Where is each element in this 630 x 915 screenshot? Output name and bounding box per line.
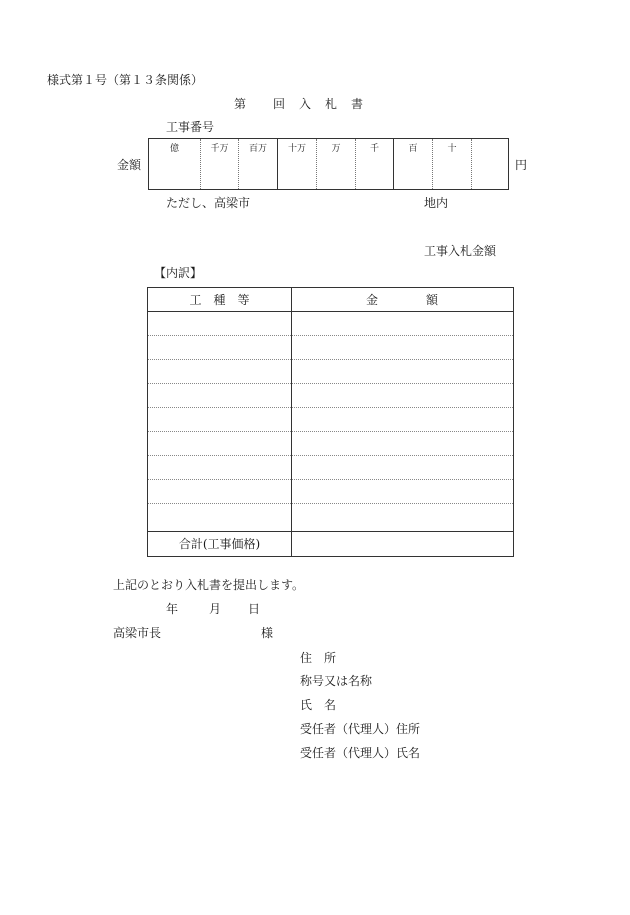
- digit-cell-hyakuman[interactable]: [238, 139, 277, 189]
- yen-label: 円: [515, 158, 528, 172]
- table-row[interactable]: [148, 360, 513, 384]
- document-title: 第 回 入 札 書: [234, 97, 365, 111]
- breakdown-table: [147, 287, 514, 557]
- digit-label: 万: [331, 144, 341, 154]
- total-label: 合計(工事価格): [178, 537, 261, 551]
- addressee: 高梁市長: [113, 626, 162, 640]
- amount-digit-box[interactable]: [148, 138, 509, 190]
- table-row[interactable]: [148, 432, 513, 456]
- location-suffix: 地内: [424, 196, 449, 210]
- proviso-text: ただし、高梁市: [166, 196, 251, 210]
- digit-cell-man[interactable]: [316, 139, 355, 189]
- honorific: 様: [261, 626, 274, 640]
- amount-label: 金額: [117, 158, 142, 172]
- submission-statement: 上記のとおり入札書を提出します。: [113, 578, 305, 592]
- digit-cell-juman[interactable]: [277, 139, 316, 189]
- digit-label: 千万: [210, 144, 229, 154]
- digit-cell-ichi[interactable]: [471, 139, 508, 189]
- field-proxy-name-label: 受任者（代理人）氏名: [300, 746, 421, 760]
- digit-label: 百万: [248, 144, 267, 154]
- digit-cell-oku[interactable]: [149, 139, 200, 189]
- table-row[interactable]: [148, 384, 513, 408]
- digit-cell-hyaku[interactable]: [393, 139, 432, 189]
- field-address-label: 住 所: [300, 651, 337, 665]
- date-day: 日: [248, 602, 261, 616]
- digit-label: 億: [169, 144, 179, 154]
- table-header: [148, 288, 513, 312]
- table-row[interactable]: [148, 480, 513, 504]
- digit-label: 十万: [287, 144, 306, 154]
- digit-label: 百: [408, 144, 418, 154]
- digit-label: 千: [369, 144, 379, 154]
- date-month: 月: [209, 602, 222, 616]
- form-number: 様式第１号（第１３条関係）: [47, 73, 204, 87]
- bid-amount-caption: 工事入札金額: [424, 244, 497, 258]
- breakdown-heading: 【内訳】: [154, 266, 203, 280]
- digit-label: 十: [447, 144, 457, 154]
- total-row[interactable]: [148, 531, 513, 556]
- table-row[interactable]: [148, 312, 513, 336]
- column-header-amount: 金 額: [365, 293, 438, 307]
- table-row[interactable]: [148, 504, 513, 528]
- table-row[interactable]: [148, 408, 513, 432]
- digit-cell-sen[interactable]: [355, 139, 393, 189]
- table-row[interactable]: [148, 456, 513, 480]
- column-header-type: 工 種 等: [189, 293, 250, 307]
- field-proxy-address-label: 受任者（代理人）住所: [300, 722, 421, 736]
- table-row[interactable]: [148, 336, 513, 360]
- digit-cell-senman[interactable]: [200, 139, 238, 189]
- field-name-label: 氏 名: [300, 698, 337, 712]
- digit-cell-ju[interactable]: [432, 139, 471, 189]
- field-company-name-label: 称号又は名称: [300, 674, 373, 688]
- construction-number-label: 工事番号: [166, 120, 215, 134]
- date-year: 年: [166, 602, 179, 616]
